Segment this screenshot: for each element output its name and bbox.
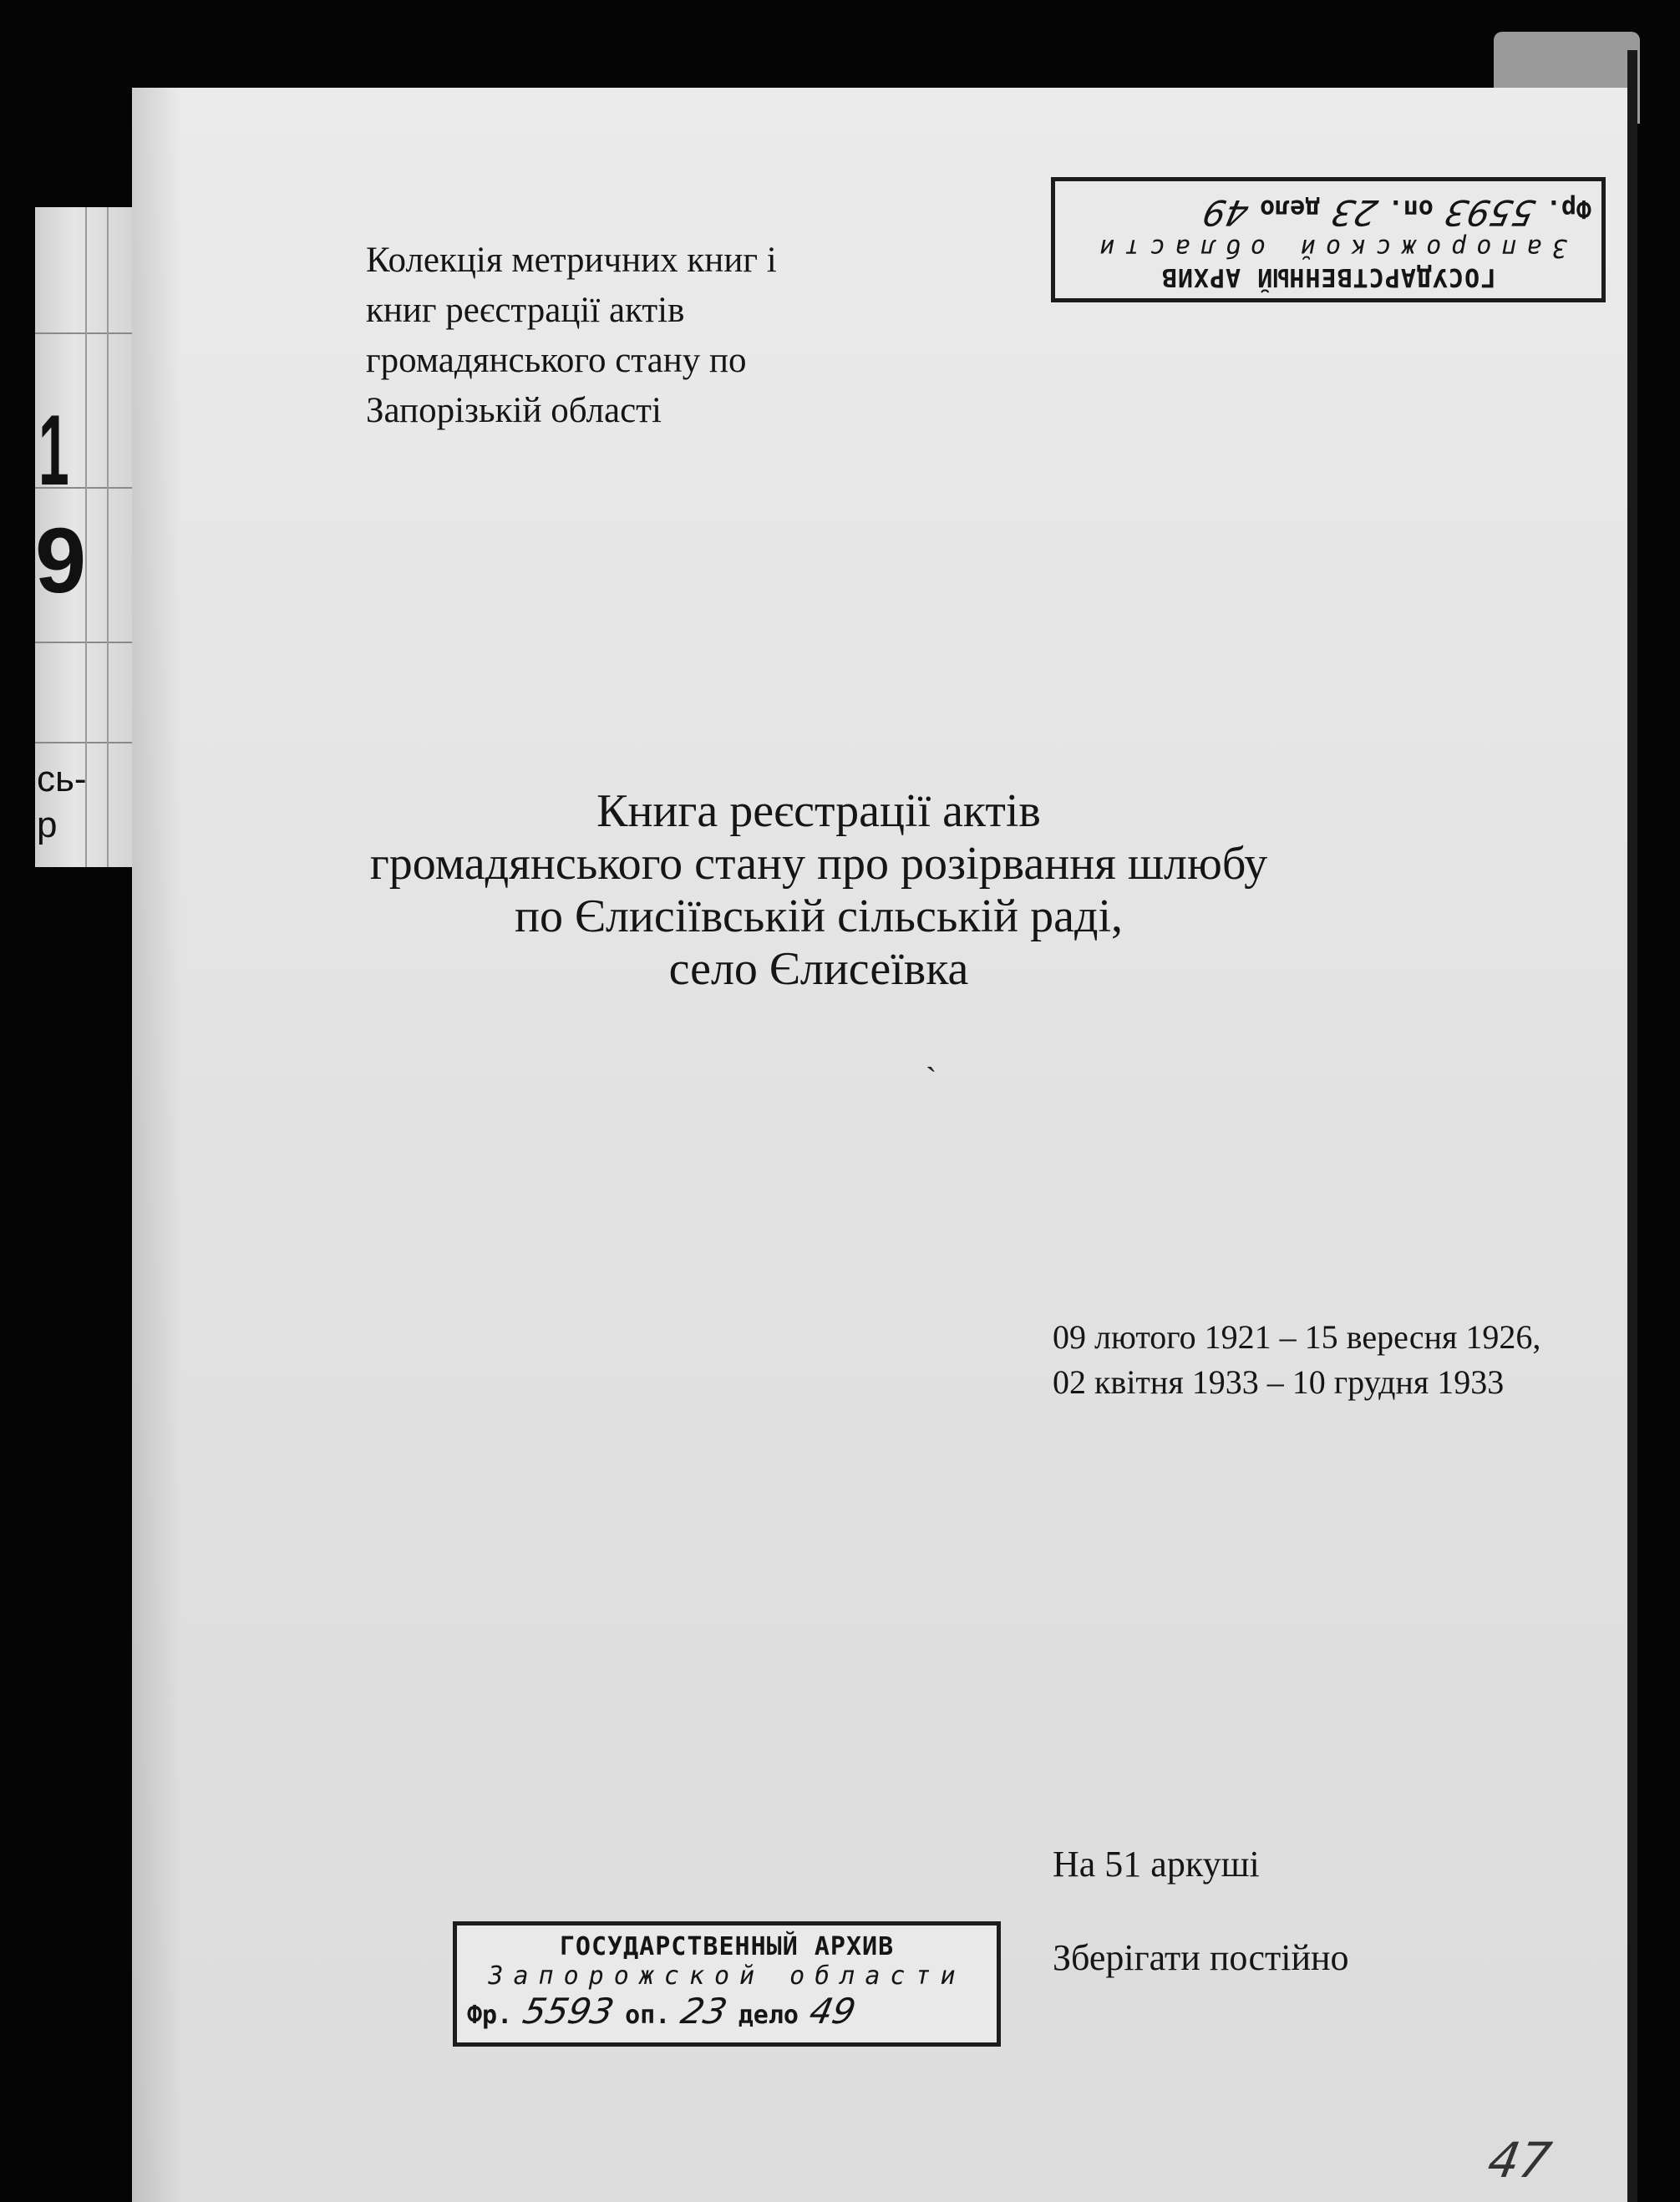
- stamp-archive-name: ГОСУДАРСТВЕННЫЙ АРХИВ: [559, 1932, 895, 1961]
- spine-rule: [35, 332, 134, 334]
- stamp-delo-label: дело: [738, 2001, 799, 2030]
- document-title: [217, 785, 1420, 996]
- stray-mark: `: [926, 1060, 937, 1098]
- collection-line: Запорізькій області: [366, 391, 662, 430]
- spine-fragment: р: [37, 804, 58, 845]
- retention-note: Зберігати постійно: [1053, 1937, 1349, 1978]
- title-line: громадянського стану про розірвання шлюбу: [369, 838, 1268, 890]
- stamp-fond-label: Фр.: [467, 2001, 513, 2030]
- page-edge: [1627, 50, 1637, 2202]
- archive-stamp: [453, 1921, 1001, 2047]
- stamp-reference: [467, 1991, 987, 2032]
- title-line: село Єлисеївка: [668, 943, 969, 995]
- title-line: Книга реєстрації актів: [596, 785, 1041, 837]
- spine-number-bottom: 9: [35, 510, 87, 612]
- collection-line: громадянського стану по: [366, 341, 747, 380]
- stamp-opis-label: оп.: [625, 2001, 671, 2030]
- spine-column-rule: [107, 207, 109, 867]
- stamp-opis-value: 23: [678, 1991, 731, 2032]
- page-number: 47: [1484, 2132, 1556, 2189]
- sheet-count: На 51 аркуші: [1053, 1844, 1260, 1885]
- title-line: по Єлисіївській сільській раді,: [515, 890, 1123, 942]
- collection-line: Колекція метричних книг і: [366, 241, 777, 280]
- date-range-line: 09 лютого 1921 – 15 вересня 1926,: [1053, 1318, 1541, 1356]
- stamp-fond-label: Фр.: [1545, 194, 1591, 223]
- spine-label: [35, 207, 136, 867]
- spine-rule: [35, 742, 134, 743]
- date-range-line: 02 квітня 1933 – 10 грудня 1933: [1053, 1363, 1505, 1401]
- stamp-fond-value: 5593: [519, 1991, 618, 2032]
- collection-line: книг реєстрації актів: [366, 291, 685, 330]
- stamp-region: Запорожской области: [1089, 233, 1567, 262]
- stamp-delo-value: 49: [805, 1991, 860, 2032]
- stamp-reference: [1065, 192, 1591, 233]
- spine-number-top: 1: [38, 394, 69, 506]
- stamp-opis-value: 23: [1327, 192, 1381, 233]
- archive-stamp-inverted: [1051, 177, 1606, 302]
- spine-rule: [35, 642, 134, 643]
- stamp-delo-label: дело: [1260, 194, 1321, 223]
- date-range: [1053, 1315, 1540, 1405]
- stamp-region: Запорожской области: [488, 1961, 966, 1991]
- spine-fragment: сь-: [37, 759, 87, 799]
- stamp-archive-name: ГОСУДАРСТВЕННЫЙ АРХИВ: [1160, 262, 1496, 292]
- collection-heading: [366, 236, 951, 436]
- stamp-fond-value: 5593: [1440, 192, 1540, 233]
- stamp-delo-value: 49: [1199, 192, 1253, 233]
- stamp-opis-label: оп.: [1388, 194, 1434, 223]
